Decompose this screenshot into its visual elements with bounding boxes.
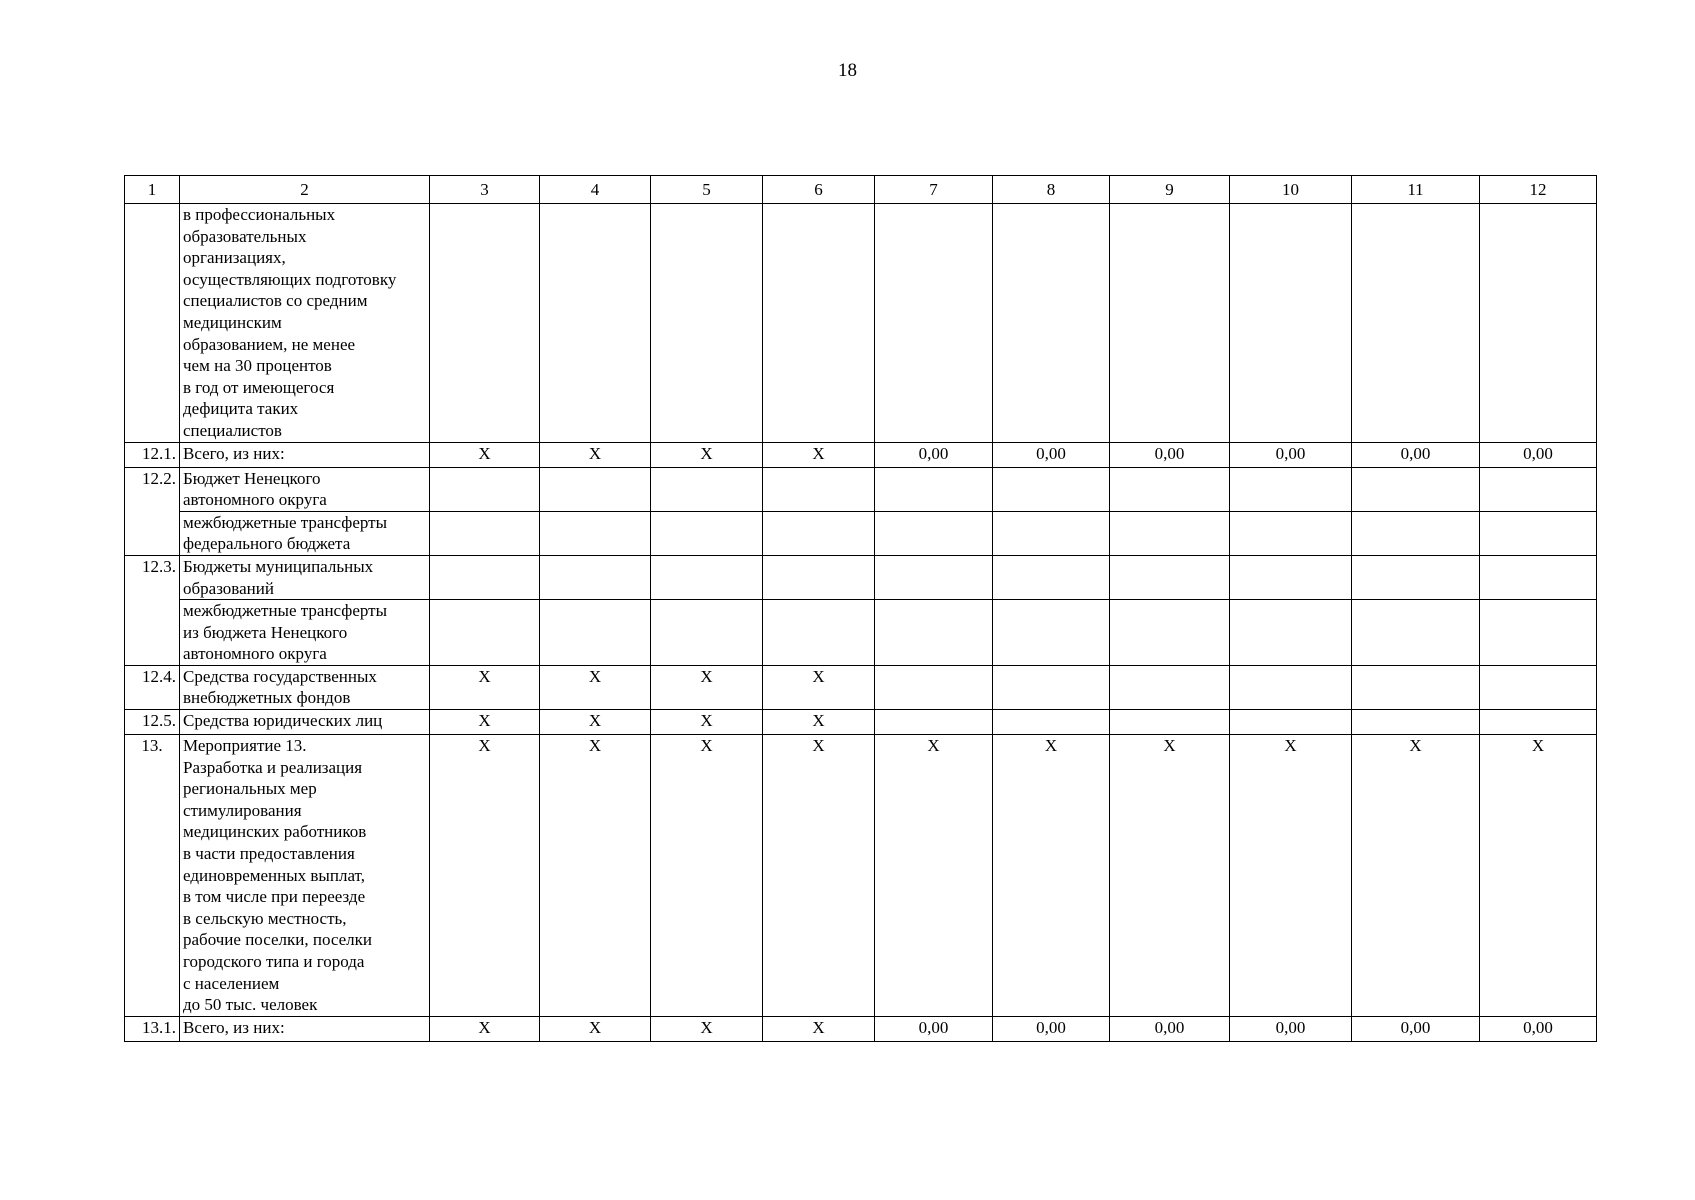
table-cell: Х [651,442,763,467]
table-cell: Х [763,442,875,467]
table-row [125,511,1597,555]
column-header: 3 [430,176,540,204]
table-cell: Х [763,735,875,1017]
table-cell: Х [763,710,875,735]
table-cell: Х [651,665,763,709]
row-description: межбюджетные трансферты из бюджета Ненецкого автономного округа [180,600,430,666]
table-cell: Х [1110,735,1230,1017]
column-header-row [125,176,1597,204]
column-header: 11 [1352,176,1480,204]
table-row [125,467,1597,511]
table-cell: Х [1230,735,1352,1017]
row-number: 12.5. [125,710,180,735]
table-cell: Х [430,665,540,709]
row-description: Средства юридических лиц [180,710,430,735]
row-number: 12.1. [125,442,180,467]
row-description: в профессиональных образовательных организациях, осуществляющих подготовку специалистов со средним медицинским образованием, не менее чем на 30 процентов в год от имеющегося дефицита таких специалистов [180,204,430,443]
row-description: Всего, из них: [180,1016,430,1041]
column-header: 7 [875,176,993,204]
table-cell: Х [763,1016,875,1041]
column-header: 4 [540,176,651,204]
table-cell: Х [540,710,651,735]
table-cell: 0,00 [1230,442,1352,467]
table-cell: Х [430,1016,540,1041]
table-cell: 0,00 [1352,1016,1480,1041]
row-description: Всего, из них: [180,442,430,467]
column-header: 9 [1110,176,1230,204]
row-number: 12.2. [125,467,180,555]
program-table [124,175,1597,1042]
table-cell: 0,00 [1480,1016,1597,1041]
row-number: 13. [125,735,180,1017]
row-description: Бюджет Ненецкого автономного округа [180,467,430,511]
table-cell: 0,00 [1110,1016,1230,1041]
table-cell: Х [651,1016,763,1041]
table-cell: Х [1352,735,1480,1017]
column-header: 5 [651,176,763,204]
row-number: 13.1. [125,1016,180,1041]
table-cell: Х [540,1016,651,1041]
column-header: 8 [993,176,1110,204]
table-cell: Х [875,735,993,1017]
column-header: 2 [180,176,430,204]
table-cell: Х [430,710,540,735]
row-description: Бюджеты муниципальных образований [180,555,430,599]
table-cell: Х [763,665,875,709]
row-number: 12.3. [125,555,180,665]
page-number: 18 [838,60,857,81]
table-cell: 0,00 [1352,442,1480,467]
table-row [125,555,1597,599]
table-row [125,1016,1597,1041]
table-row [125,600,1597,666]
row-description: Средства государственных внебюджетных фондов [180,665,430,709]
row-number: 12.4. [125,665,180,709]
table-cell: Х [430,735,540,1017]
table-cell: Х [993,735,1110,1017]
row-description: межбюджетные трансферты федерального бюджета [180,511,430,555]
table-cell: 0,00 [1480,442,1597,467]
column-header: 1 [125,176,180,204]
table-cell: Х [540,735,651,1017]
row-description: Мероприятие 13. Разработка и реализация региональных мер стимулирования медицинских работников в части предоставления единовременных выплат, в том числе при переезде в сельскую местность, рабочие поселки, поселки городского типа и города с населением до 50 тыс. человек [180,735,430,1017]
table-cell: Х [430,442,540,467]
table-row [125,442,1597,467]
table-row [125,710,1597,735]
column-header: 6 [763,176,875,204]
table-row [125,735,1597,1017]
table-row [125,665,1597,709]
table-row [125,204,1597,443]
table-cell: 0,00 [1230,1016,1352,1041]
table-cell: Х [651,710,763,735]
table-cell: Х [540,665,651,709]
table-cell: 0,00 [993,1016,1110,1041]
table-cell: Х [651,735,763,1017]
table-cell: 0,00 [875,442,993,467]
table-cell: 0,00 [993,442,1110,467]
column-header: 12 [1480,176,1597,204]
column-header: 10 [1230,176,1352,204]
table-cell: 0,00 [875,1016,993,1041]
table-cell: Х [540,442,651,467]
table-cell: Х [1480,735,1597,1017]
table-cell: 0,00 [1110,442,1230,467]
